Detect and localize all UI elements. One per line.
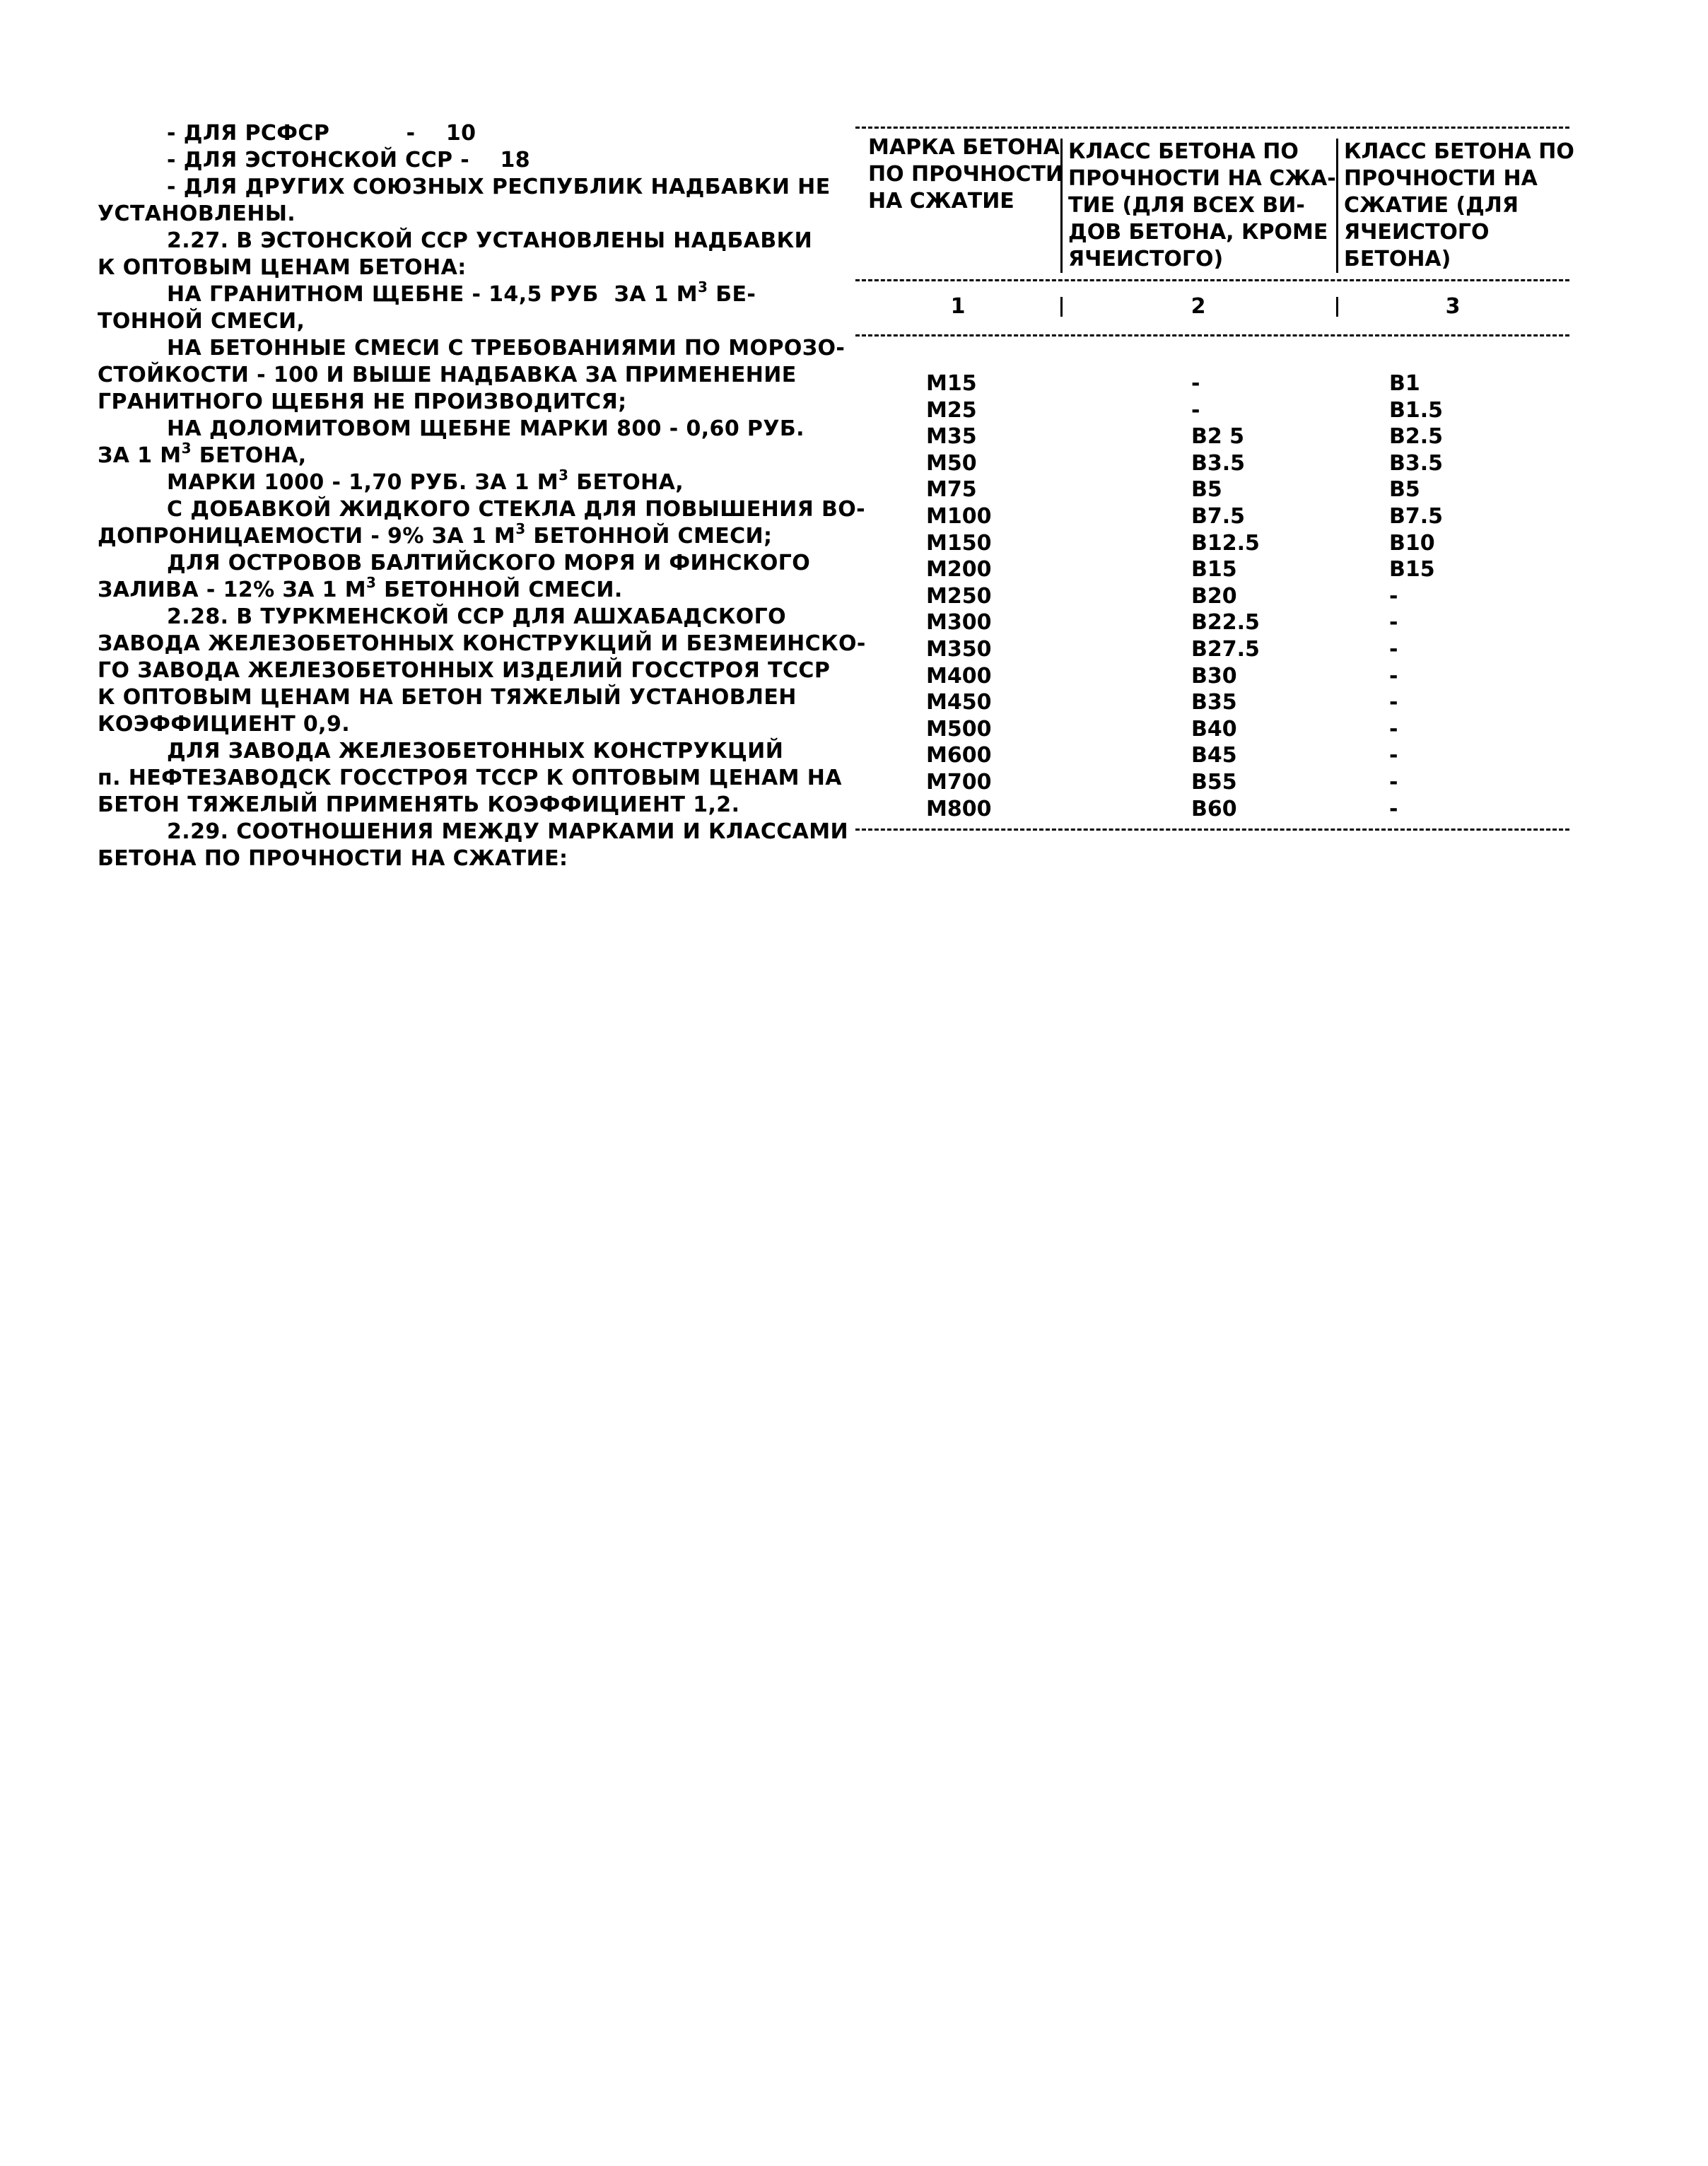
line-text: ДОПРОНИЦАЕМОСТИ - 9% ЗА 1 М: [98, 524, 516, 549]
table-cell: М700: [926, 769, 992, 795]
grade-class-table: [855, 120, 1574, 836]
table-cell: В45: [1191, 743, 1237, 768]
table-top-rule: [855, 120, 1569, 134]
line-text: В ТУРКМЕНСКОЙ ССР ДЛЯ АШХАБАДСКОГО: [228, 604, 787, 629]
table-cell: В55: [1191, 769, 1237, 795]
column-number-3: 3: [1336, 293, 1569, 321]
table-cell: В5: [1191, 477, 1222, 503]
superscript: 3: [181, 440, 192, 457]
table-cell: -: [1389, 583, 1398, 609]
line-text: ГО ЗАВОДА ЖЕЛЕЗОБЕТОННЫХ ИЗДЕЛИЙ ГОССТРОЯ ТССР: [98, 658, 831, 683]
table-cell: В15: [1191, 557, 1237, 583]
table-row: [855, 556, 1569, 583]
table-cell: М35: [926, 424, 977, 450]
section-number: 2.28.: [167, 604, 229, 629]
text-line: [98, 550, 811, 577]
superscript: 3: [365, 574, 377, 591]
text-line: [98, 335, 846, 362]
table-cell: В27.5: [1191, 636, 1260, 662]
line-text: БЕТОН ТЯЖЕЛЫЙ ПРИМЕНЯТЬ КОЭФФИЦИЕНТ 1,2.: [98, 792, 740, 817]
line-text: УСТАНОВЛЕНЫ.: [98, 201, 296, 226]
table-cell: М100: [926, 503, 992, 529]
line-text: СООТНОШЕНИЯ МЕЖДУ МАРКАМИ И КЛАССАМИ: [228, 819, 849, 844]
table-cell: -: [1389, 663, 1398, 689]
text-line: [98, 254, 805, 281]
line-text: п. НЕФТЕЗАВОДСК ГОССТРОЯ ТССР К ОПТОВЫМ ЦЕНАМ НА: [98, 766, 842, 790]
line-text: НА БЕТОННЫЕ СМЕСИ С ТРЕБОВАНИЯМИ ПО МОРОЗО-: [167, 336, 846, 361]
line-text: КОЭФФИЦИЕНТ 0,9.: [98, 712, 351, 737]
table-cell: -: [1191, 371, 1200, 396]
left-text-column: [98, 120, 866, 872]
text-line: [98, 120, 805, 147]
table-cell: М450: [926, 690, 992, 715]
line-text-after: БЕТОННОЙ СМЕСИ.: [376, 578, 623, 602]
table-cell: В3.5: [1389, 450, 1444, 476]
table-cell: -: [1389, 796, 1398, 821]
table-row: [855, 663, 1569, 690]
table-cell: В3.5: [1191, 450, 1246, 476]
line-text-after: БЕТОНА,: [568, 470, 684, 495]
text-line: [98, 308, 805, 335]
table-cell: М25: [926, 397, 977, 423]
table-row: [855, 769, 1569, 796]
section-number: 2.27.: [167, 228, 229, 253]
table-cell: -: [1191, 397, 1200, 423]
table-bottom-rule: [855, 822, 1569, 836]
table-cell: -: [1389, 743, 1398, 768]
text-line: [98, 657, 831, 684]
superscript: 3: [558, 467, 569, 484]
line-text: - ДЛЯ ДРУГИХ СОЮЗНЫХ РЕСПУБЛИК НАДБАВКИ НЕ: [167, 175, 831, 199]
line-text: НА ГРАНИТНОМ ЩЕБНЕ - 14,5 РУБ ЗА 1 М: [167, 282, 698, 307]
table-cell: -: [1389, 716, 1398, 742]
text-line: [98, 631, 866, 657]
table-cell: В40: [1191, 716, 1237, 742]
table-cell: М400: [926, 663, 992, 689]
table-cell: В12.5: [1191, 530, 1260, 556]
table-number-rule: [855, 328, 1569, 342]
line-text: - ДЛЯ РСФСР - 10: [167, 121, 476, 146]
text-line: [98, 684, 805, 711]
text-line: [98, 440, 805, 469]
table-row: [855, 689, 1569, 716]
table-row: [855, 609, 1569, 636]
text-line: [98, 228, 813, 254]
table-cell: М300: [926, 610, 992, 636]
header-col-3: КЛАСС БЕТОНА ПО ПРОЧНОСТИ НА СЖАТИЕ (ДЛЯ ЯЧЕИСТОГО БЕТОНА): [1336, 139, 1569, 273]
line-text-after: БЕТОНА,: [191, 443, 307, 468]
table-cell: М600: [926, 743, 992, 768]
table-cell: В7.5: [1191, 503, 1246, 529]
table-cell: М250: [926, 583, 992, 609]
table-cell: -: [1389, 690, 1398, 715]
superscript: 3: [698, 279, 708, 295]
text-line: [98, 604, 805, 631]
text-line: [98, 845, 805, 872]
line-text: - ДЛЯ ЭСТОНСКОЙ ССР - 18: [167, 148, 531, 172]
text-line: [98, 496, 865, 523]
text-line: [98, 362, 805, 389]
table-cell: М350: [926, 636, 992, 662]
table-cell: В15: [1389, 557, 1435, 583]
column-number-row: [855, 293, 1569, 321]
table-header: [855, 134, 1574, 273]
text-line: [98, 389, 805, 416]
table-row: [855, 583, 1569, 610]
table-row: [855, 796, 1569, 823]
line-text: К ОПТОВЫМ ЦЕНАМ НА БЕТОН ТЯЖЕЛЫЙ УСТАНОВЛЕН: [98, 685, 797, 710]
table-cell: В22.5: [1191, 610, 1260, 636]
text-line: [98, 174, 831, 201]
table-row: [855, 476, 1569, 503]
table-cell: М75: [926, 477, 977, 503]
table-header-rule: [855, 273, 1569, 287]
line-text: МАРКИ 1000 - 1,70 РУБ. ЗА 1 М: [167, 470, 559, 495]
table-cell: В35: [1191, 690, 1237, 715]
table-cell: М500: [926, 716, 992, 742]
text-line: [98, 416, 805, 443]
line-text: ТОННОЙ СМЕСИ,: [98, 309, 305, 334]
table-cell: М15: [926, 371, 977, 396]
text-line: [98, 792, 805, 819]
table-row: [855, 742, 1569, 769]
line-text: СТОЙКОСТИ - 100 И ВЫШЕ НАДБАВКА ЗА ПРИМЕНЕНИЕ: [98, 363, 797, 387]
table-cell: В2.5: [1389, 424, 1444, 450]
table-row: [855, 423, 1569, 450]
table-row: [855, 450, 1569, 477]
text-line: [98, 520, 805, 550]
line-text: ЗА 1 М: [98, 443, 182, 468]
line-text: С ДОБАВКОЙ ЖИДКОГО СТЕКЛА ДЛЯ ПОВЫШЕНИЯ ВО-: [167, 497, 865, 522]
line-text: ДЛЯ ОСТРОВОВ БАЛТИЙСКОГО МОРЯ И ФИНСКОГО: [167, 551, 811, 575]
table-cell: В2 5: [1191, 424, 1245, 450]
text-line: [98, 711, 805, 738]
table-cell: В1.5: [1389, 397, 1444, 423]
table-cell: -: [1389, 769, 1398, 795]
table-row: [855, 503, 1569, 530]
text-line: [98, 738, 805, 765]
line-text: ЗАВОДА ЖЕЛЕЗОБЕТОННЫХ КОНСТРУКЦИЙ И БЕЗМЕИНСКО-: [98, 631, 866, 656]
table-cell: М200: [926, 557, 992, 583]
table-cell: М50: [926, 450, 977, 476]
text-line: [98, 147, 805, 174]
line-text: ДЛЯ ЗАВОДА ЖЕЛЕЗОБЕТОННЫХ КОНСТРУКЦИЙ: [167, 739, 784, 763]
table-row: [855, 397, 1569, 424]
column-number-2: 2: [1060, 293, 1336, 321]
column-number-1: 1: [950, 294, 966, 319]
text-line: [98, 765, 842, 792]
table-cell: -: [1389, 610, 1398, 636]
line-text: ЗАЛИВА - 12% ЗА 1 М: [98, 578, 366, 602]
text-line: [98, 574, 805, 604]
header-col-2: КЛАСС БЕТОНА ПО ПРОЧНОСТИ НА СЖА- ТИЕ (ДЛЯ ВСЕХ ВИ- ДОВ БЕТОНА, КРОМЕ ЯЧЕИСТОГО): [1060, 139, 1336, 273]
text-line: [98, 469, 805, 496]
table-cell: -: [1389, 636, 1398, 662]
table-cell: В30: [1191, 663, 1237, 689]
table-cell: М150: [926, 530, 992, 556]
table-row: [855, 530, 1569, 557]
table-row: [855, 370, 1569, 397]
line-text: НА ДОЛОМИТОВОМ ЩЕБНЕ МАРКИ 800 - 0,60 РУБ.: [167, 416, 805, 441]
line-text: В ЭСТОНСКОЙ ССР УСТАНОВЛЕНЫ НАДБАВКИ: [228, 228, 813, 253]
line-text-after: БЕТОННОЙ СМЕСИ;: [525, 524, 773, 549]
line-text: ГРАНИТНОГО ЩЕБНЯ НЕ ПРОИЗВОДИТСЯ;: [98, 390, 627, 414]
table-cell: В20: [1191, 583, 1237, 609]
table-row: [855, 636, 1569, 663]
header-col-1: МАРКА БЕТОНА ПО ПРОЧНОСТИ НА СЖАТИЕ: [868, 135, 1064, 213]
superscript: 3: [515, 520, 526, 537]
line-text: БЕТОНА ПО ПРОЧНОСТИ НА СЖАТИЕ:: [98, 846, 568, 871]
table-cell: В1: [1389, 371, 1420, 396]
table-cell: В5: [1389, 477, 1420, 503]
table-cell: В60: [1191, 796, 1237, 821]
table-cell: В10: [1389, 530, 1435, 556]
line-text: К ОПТОВЫМ ЦЕНАМ БЕТОНА:: [98, 255, 467, 280]
section-number: 2.29.: [167, 819, 229, 844]
table-cell: М800: [926, 796, 992, 821]
table-row: [855, 716, 1569, 743]
text-line: [98, 201, 805, 228]
table-body: [855, 370, 1569, 822]
line-text-after: БЕ-: [708, 282, 756, 307]
table-cell: В7.5: [1389, 503, 1444, 529]
text-line: [98, 819, 849, 845]
text-line: [98, 281, 805, 308]
